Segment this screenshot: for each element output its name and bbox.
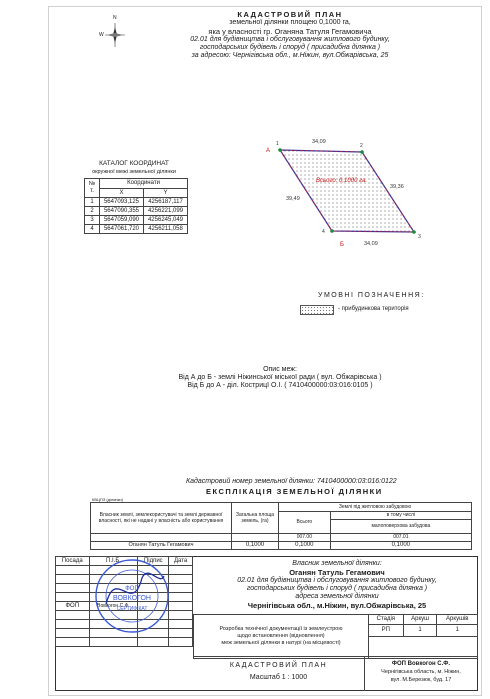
catalog-cell-y: 4256245,049 — [144, 216, 188, 225]
of-which-header: в тому числі — [330, 512, 471, 520]
compass-north: N — [113, 15, 117, 21]
side-label-3: 34,09 — [364, 241, 378, 247]
vertex-4-marker — [330, 229, 334, 233]
boundaries — [150, 366, 410, 390]
explication-small-header: КВЦПЗ (ділянки) — [92, 497, 123, 502]
residential-header: Землі під житловою забудовою — [279, 503, 472, 512]
boundaries-title: Опис меж: — [263, 366, 297, 373]
stamp-seal — [92, 556, 176, 640]
address-value: Чернігівська обл., м.Ніжин, вул.Обжарівська, 25 — [247, 601, 427, 610]
plot-drawing — [240, 130, 450, 250]
catalog-num-header: № т. — [85, 179, 100, 198]
table-row — [91, 542, 472, 550]
catalog-cell-x: 5647061,720 — [100, 225, 144, 234]
side-label-4: 39,49 — [286, 196, 300, 202]
boundaries-line2: Від Б до А - діл. Кострицї О.І. ( 7410400000:03:016:0105 ) — [187, 382, 373, 389]
code-cell — [91, 534, 232, 542]
header-line1: земельної ділянки площею 0,1000 га, — [229, 19, 351, 26]
low-rise-header: малоповерхова забудова — [330, 520, 471, 534]
owner-name-cell: Оганян Татуль Гегамович — [91, 542, 232, 550]
stage-header: Стадія — [369, 615, 404, 625]
project-line1: Розробка технічної документації із землеустрою — [219, 626, 343, 632]
purpose-line1: 02.01 для будівництва і обслуговування житлового будинку, — [237, 577, 437, 584]
sign-header: Підпис — [138, 557, 169, 566]
fop-label: ФОП — [56, 602, 90, 611]
catalog-cell-y: 4256211,058 — [144, 225, 188, 234]
catalog-title: КАТАЛОГ КООРДИНАТ — [99, 160, 169, 167]
side-label-2: 39,36 — [390, 184, 404, 190]
catalog-cell-y: 4256187,117 — [144, 198, 188, 207]
code-cell — [232, 534, 279, 542]
plot-area-label: Всього: 0,1000 га. — [316, 178, 367, 184]
vertex-label-2: 2 — [360, 143, 363, 149]
catalog-cell-n: 1 — [85, 198, 100, 207]
catalog-cell-n: 3 — [85, 216, 100, 225]
vertex-label-a: A — [266, 148, 271, 154]
org-address-1: Чернігівська область, м. Ніжин, — [381, 669, 461, 675]
total-area-header: Загальна площа земель, (га) — [232, 503, 279, 534]
catalog-cell-n: 4 — [85, 225, 100, 234]
header-line4: господарських будівель і споруд ( присадибна ділянка ) — [199, 44, 381, 51]
vertex-2-marker — [360, 150, 364, 154]
name-header: П.І.Б. — [89, 557, 138, 566]
project-line2: щодо встановлення (відновлення) — [237, 633, 325, 639]
table-row — [85, 207, 188, 216]
table-row — [85, 198, 188, 207]
project-description — [194, 615, 369, 659]
catalog-cell-x: 5647093,125 — [100, 198, 144, 207]
owner-label: Власник земельної ділянки: — [292, 560, 382, 567]
owner-name: Оганян Татуль Гегамович — [289, 568, 385, 577]
date-header: Дата — [169, 557, 193, 566]
vertex-label-4: 4 — [322, 229, 325, 235]
plan-scale: Масштаб 1 : 1000 — [249, 674, 308, 681]
address-label: адреса земельної ділянки — [295, 593, 379, 600]
stamp-text-3: СЕРТИФІКАТ — [116, 606, 148, 612]
vertex-label-b: Б — [340, 242, 344, 248]
catalog-cell-x: 5647059,090 — [100, 216, 144, 225]
compass-west: W — [99, 32, 104, 38]
stage-value: РП — [369, 625, 404, 637]
catalog-cell-x: 5647090,355 — [100, 207, 144, 216]
sheets-value: 1 — [437, 625, 478, 637]
catalog-cell-y: 4256221,099 — [144, 207, 188, 216]
org-address-2: вул. М.Березюк, буд. 17 — [390, 677, 452, 683]
table-row — [85, 216, 188, 225]
total-header: Всього — [279, 512, 331, 534]
sheets-header: Аркушів — [437, 615, 478, 625]
side-label-1: 34,09 — [312, 139, 326, 145]
vertex-1-marker — [278, 148, 282, 152]
fop-name: Вовкогон С.Ф. — [89, 602, 138, 611]
catalog-coord-header: Координати — [100, 179, 188, 189]
cadastral-number: Кадастровий номер земельної ділянки: 7410400000:03:016:0122 — [186, 478, 397, 485]
compass — [99, 14, 127, 48]
header-line2: яка у власності гр. Оганяна Татуля Гегамовича — [208, 27, 372, 36]
owner-block — [196, 560, 478, 610]
header-line3: 02.01 для будівництва і обслуговування житлового будинку, — [190, 36, 390, 43]
header — [140, 10, 440, 60]
vertex-3-marker — [412, 230, 416, 234]
org-block — [364, 660, 478, 684]
header-line5: за адресою: Чернігівська обл., м.Ніжин, вул.Обжарівська, 25 — [191, 52, 389, 59]
boundaries-line1: Від А до Б - землі Ніжинської міської ради ( вул. Обжарівська ) — [178, 374, 382, 381]
position-header: Посада — [56, 557, 90, 566]
legend-item: - прибудинкова територія — [338, 306, 409, 312]
sheet-header: Аркуш — [403, 615, 437, 625]
sheet-value: 1 — [403, 625, 437, 637]
total-area-cell: 0,1000 — [232, 542, 279, 550]
org-name: ФОП Вовкогон С.Ф. — [391, 661, 451, 667]
plan-title: КАДАСТРОВИЙ ПЛАН — [229, 662, 328, 669]
catalog-heading — [84, 160, 184, 176]
plan-title-block — [193, 662, 364, 682]
vertex-label-3: 3 — [418, 234, 421, 240]
stamp-text-1: ФОП — [125, 586, 139, 592]
legend-swatch — [300, 305, 334, 315]
catalog-table — [84, 178, 188, 234]
code2: 007.01 — [330, 534, 471, 542]
table-row — [85, 225, 188, 234]
owner-column-header: Власник землі, землекористувачі та землі державної власності, які не надані у власність або користування — [91, 503, 232, 534]
project-line3: меж земельної ділянки в натурі (на місцевості) — [221, 640, 341, 646]
legend-title: УМОВНІ ПОЗНАЧЕННЯ: — [318, 292, 425, 299]
low-rise-cell: 0,1000 — [330, 542, 471, 550]
explication-table — [90, 502, 472, 550]
vertex-label-1: 1 — [276, 141, 279, 147]
project-table — [193, 614, 478, 659]
purpose-line2: господарських будівель і споруд ( присадибна ділянка ) — [246, 585, 428, 592]
catalog-y-header: Y — [144, 189, 188, 198]
stamp-text-2: ВОВКОГОН — [113, 595, 151, 602]
catalog-x-header: X — [100, 189, 144, 198]
header-title: КАДАСТРОВИЙ ПЛАН — [237, 10, 343, 19]
code1: 007.00 — [279, 534, 331, 542]
plot-polygon — [280, 150, 414, 232]
explication-title: ЕКСПЛІКАЦІЯ ЗЕМЕЛЬНОЇ ДІЛЯНКИ — [206, 487, 383, 496]
catalog-cell-n: 2 — [85, 207, 100, 216]
catalog-subtitle: окружної межі земельної ділянки — [92, 169, 176, 175]
residential-total-cell: 0,1000 — [279, 542, 331, 550]
